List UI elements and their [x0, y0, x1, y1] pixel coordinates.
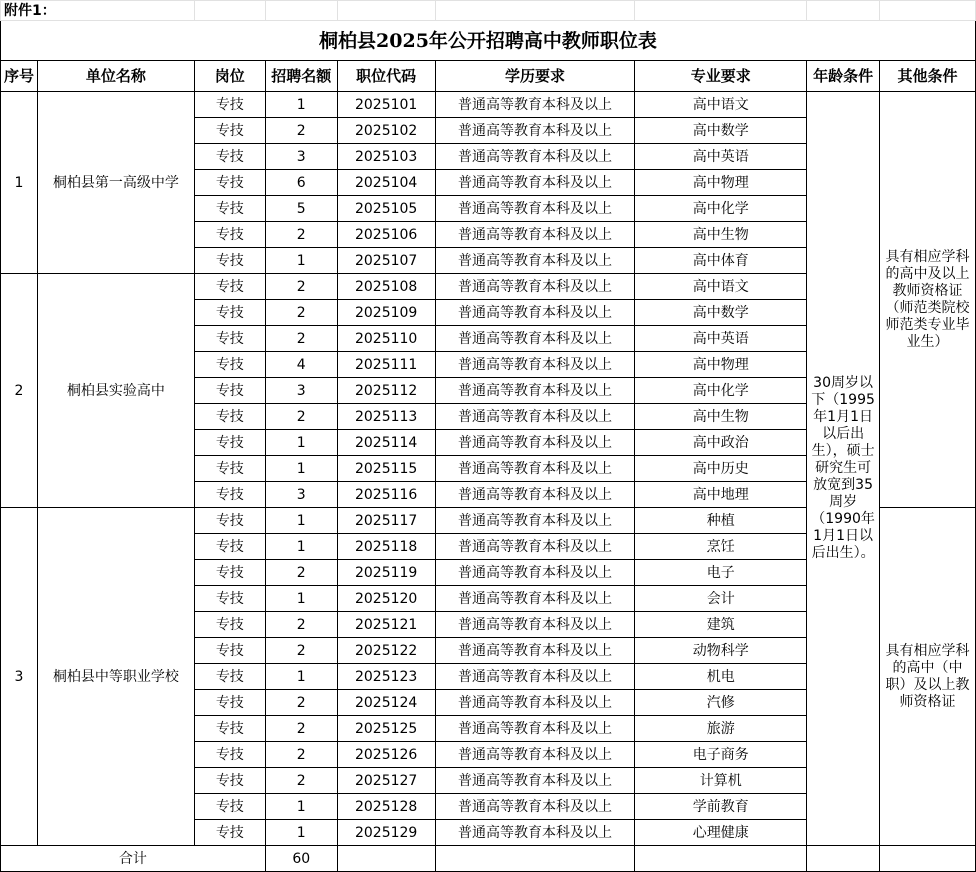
- education-cell: 普通高等教育本科及以上: [435, 612, 635, 638]
- column-header: 职位代码: [337, 61, 435, 92]
- major-cell: 汽修: [635, 690, 807, 716]
- major-cell: 高中英语: [635, 326, 807, 352]
- major-cell: 高中化学: [635, 196, 807, 222]
- education-cell: 普通高等教育本科及以上: [435, 742, 635, 768]
- column-header: 单位名称: [37, 61, 194, 92]
- empty-cell: [337, 846, 435, 872]
- code-cell: 2025121: [337, 612, 435, 638]
- count-cell: 2: [265, 742, 337, 768]
- unit-number: 3: [1, 508, 38, 846]
- education-cell: 普通高等教育本科及以上: [435, 560, 635, 586]
- post-cell: 专技: [194, 508, 265, 534]
- count-cell: 2: [265, 638, 337, 664]
- column-header: 岗位: [194, 61, 265, 92]
- post-cell: 专技: [194, 612, 265, 638]
- empty-cell: [807, 1, 880, 21]
- unit-name: 桐柏县第一高级中学: [37, 92, 194, 274]
- education-cell: 普通高等教育本科及以上: [435, 456, 635, 482]
- post-cell: 专技: [194, 118, 265, 144]
- page-title: 桐柏县2025年公开招聘高中教师职位表: [1, 21, 976, 61]
- major-cell: 高中数学: [635, 300, 807, 326]
- education-cell: 普通高等教育本科及以上: [435, 690, 635, 716]
- table-row: [1, 92, 976, 118]
- empty-cell: [635, 1, 807, 21]
- column-header: 年龄条件: [807, 61, 880, 92]
- post-cell: 专技: [194, 638, 265, 664]
- major-cell: 高中体育: [635, 248, 807, 274]
- major-cell: 高中语文: [635, 274, 807, 300]
- education-cell: 普通高等教育本科及以上: [435, 820, 635, 846]
- unit-number: 2: [1, 274, 38, 508]
- education-cell: 普通高等教育本科及以上: [435, 664, 635, 690]
- count-cell: 1: [265, 534, 337, 560]
- count-cell: 1: [265, 248, 337, 274]
- major-cell: 旅游: [635, 716, 807, 742]
- major-cell: 高中物理: [635, 170, 807, 196]
- education-cell: 普通高等教育本科及以上: [435, 352, 635, 378]
- column-header: 序号: [1, 61, 38, 92]
- post-cell: 专技: [194, 144, 265, 170]
- major-cell: 会计: [635, 586, 807, 612]
- education-cell: 普通高等教育本科及以上: [435, 404, 635, 430]
- major-cell: 机电: [635, 664, 807, 690]
- code-cell: 2025119: [337, 560, 435, 586]
- empty-cell: [337, 1, 435, 21]
- major-cell: 高中物理: [635, 352, 807, 378]
- count-cell: 3: [265, 482, 337, 508]
- count-cell: 3: [265, 144, 337, 170]
- code-cell: 2025125: [337, 716, 435, 742]
- unit-number: 1: [1, 92, 38, 274]
- code-cell: 2025122: [337, 638, 435, 664]
- code-cell: 2025129: [337, 820, 435, 846]
- education-cell: 普通高等教育本科及以上: [435, 508, 635, 534]
- education-cell: 普通高等教育本科及以上: [435, 768, 635, 794]
- post-cell: 专技: [194, 222, 265, 248]
- count-cell: 1: [265, 508, 337, 534]
- code-cell: 2025113: [337, 404, 435, 430]
- count-cell: 4: [265, 352, 337, 378]
- education-cell: 普通高等教育本科及以上: [435, 326, 635, 352]
- code-cell: 2025105: [337, 196, 435, 222]
- post-cell: 专技: [194, 326, 265, 352]
- empty-cell: [880, 846, 976, 872]
- code-cell: 2025102: [337, 118, 435, 144]
- education-cell: 普通高等教育本科及以上: [435, 534, 635, 560]
- count-cell: 1: [265, 456, 337, 482]
- post-cell: 专技: [194, 534, 265, 560]
- attachment-row: [1, 1, 976, 21]
- count-cell: 2: [265, 716, 337, 742]
- count-cell: 3: [265, 378, 337, 404]
- title-row: [1, 21, 976, 61]
- count-cell: 1: [265, 92, 337, 118]
- major-cell: 学前教育: [635, 794, 807, 820]
- count-cell: 2: [265, 690, 337, 716]
- post-cell: 专技: [194, 664, 265, 690]
- post-cell: 专技: [194, 274, 265, 300]
- code-cell: 2025108: [337, 274, 435, 300]
- count-cell: 1: [265, 794, 337, 820]
- post-cell: 专技: [194, 742, 265, 768]
- unit-name: 桐柏县实验高中: [37, 274, 194, 508]
- code-cell: 2025109: [337, 300, 435, 326]
- code-cell: 2025111: [337, 352, 435, 378]
- major-cell: 高中地理: [635, 482, 807, 508]
- major-cell: 动物科学: [635, 638, 807, 664]
- post-cell: 专技: [194, 300, 265, 326]
- post-cell: 专技: [194, 404, 265, 430]
- count-cell: 6: [265, 170, 337, 196]
- major-cell: 高中生物: [635, 222, 807, 248]
- major-cell: 高中政治: [635, 430, 807, 456]
- education-cell: 普通高等教育本科及以上: [435, 716, 635, 742]
- education-cell: 普通高等教育本科及以上: [435, 196, 635, 222]
- post-cell: 专技: [194, 430, 265, 456]
- major-cell: 计算机: [635, 768, 807, 794]
- code-cell: 2025103: [337, 144, 435, 170]
- code-cell: 2025126: [337, 742, 435, 768]
- education-cell: 普通高等教育本科及以上: [435, 170, 635, 196]
- count-cell: 2: [265, 222, 337, 248]
- count-cell: 2: [265, 118, 337, 144]
- count-cell: 1: [265, 820, 337, 846]
- education-cell: 普通高等教育本科及以上: [435, 222, 635, 248]
- education-cell: 普通高等教育本科及以上: [435, 248, 635, 274]
- code-cell: 2025115: [337, 456, 435, 482]
- major-cell: 高中生物: [635, 404, 807, 430]
- major-cell: 种植: [635, 508, 807, 534]
- major-cell: 建筑: [635, 612, 807, 638]
- education-cell: 普通高等教育本科及以上: [435, 586, 635, 612]
- count-cell: 2: [265, 404, 337, 430]
- count-cell: 2: [265, 560, 337, 586]
- major-cell: 电子商务: [635, 742, 807, 768]
- major-cell: 心理健康: [635, 820, 807, 846]
- post-cell: 专技: [194, 92, 265, 118]
- column-header: 其他条件: [880, 61, 976, 92]
- empty-cell: [265, 1, 337, 21]
- total-label: 合计: [1, 846, 266, 872]
- education-cell: 普通高等教育本科及以上: [435, 92, 635, 118]
- post-cell: 专技: [194, 586, 265, 612]
- code-cell: 2025101: [337, 92, 435, 118]
- total-row: [1, 846, 976, 872]
- count-cell: 2: [265, 326, 337, 352]
- post-cell: 专技: [194, 794, 265, 820]
- post-cell: 专技: [194, 378, 265, 404]
- empty-cell: [635, 846, 807, 872]
- count-cell: 1: [265, 430, 337, 456]
- count-cell: 2: [265, 274, 337, 300]
- post-cell: 专技: [194, 170, 265, 196]
- post-cell: 专技: [194, 560, 265, 586]
- unit-name: 桐柏县中等职业学校: [37, 508, 194, 846]
- count-cell: 1: [265, 586, 337, 612]
- other-condition: 具有相应学科的高中及以上教师资格证（师范类院校师范类专业毕业生）: [880, 92, 976, 508]
- education-cell: 普通高等教育本科及以上: [435, 118, 635, 144]
- post-cell: 专技: [194, 690, 265, 716]
- header-row: [1, 61, 976, 92]
- code-cell: 2025117: [337, 508, 435, 534]
- code-cell: 2025106: [337, 222, 435, 248]
- major-cell: 烹饪: [635, 534, 807, 560]
- code-cell: 2025120: [337, 586, 435, 612]
- education-cell: 普通高等教育本科及以上: [435, 144, 635, 170]
- code-cell: 2025114: [337, 430, 435, 456]
- education-cell: 普通高等教育本科及以上: [435, 482, 635, 508]
- code-cell: 2025123: [337, 664, 435, 690]
- empty-cell: [435, 846, 635, 872]
- code-cell: 2025107: [337, 248, 435, 274]
- major-cell: 高中数学: [635, 118, 807, 144]
- post-cell: 专技: [194, 716, 265, 742]
- attachment-label: 附件1：: [1, 1, 195, 21]
- column-header: 招聘名额: [265, 61, 337, 92]
- education-cell: 普通高等教育本科及以上: [435, 430, 635, 456]
- total-count: 60: [265, 846, 337, 872]
- education-cell: 普通高等教育本科及以上: [435, 378, 635, 404]
- major-cell: 高中语文: [635, 92, 807, 118]
- code-cell: 2025116: [337, 482, 435, 508]
- count-cell: 1: [265, 664, 337, 690]
- major-cell: 高中化学: [635, 378, 807, 404]
- post-cell: 专技: [194, 482, 265, 508]
- post-cell: 专技: [194, 768, 265, 794]
- other-condition: 具有相应学科的高中（中职）及以上教师资格证: [880, 508, 976, 846]
- major-cell: 高中历史: [635, 456, 807, 482]
- major-cell: 高中英语: [635, 144, 807, 170]
- age-condition: 30周岁以下（1995年1月1日以后出生），硕士研究生可放宽到35周岁（1990年1月1日以后出生）。: [807, 92, 880, 846]
- major-cell: 电子: [635, 560, 807, 586]
- count-cell: 2: [265, 300, 337, 326]
- code-cell: 2025127: [337, 768, 435, 794]
- empty-cell: [880, 1, 976, 21]
- count-cell: 2: [265, 768, 337, 794]
- count-cell: 5: [265, 196, 337, 222]
- code-cell: 2025110: [337, 326, 435, 352]
- column-header: 学历要求: [435, 61, 635, 92]
- code-cell: 2025118: [337, 534, 435, 560]
- code-cell: 2025128: [337, 794, 435, 820]
- education-cell: 普通高等教育本科及以上: [435, 794, 635, 820]
- empty-cell: [435, 1, 635, 21]
- count-cell: 2: [265, 612, 337, 638]
- code-cell: 2025104: [337, 170, 435, 196]
- post-cell: 专技: [194, 820, 265, 846]
- post-cell: 专技: [194, 248, 265, 274]
- code-cell: 2025124: [337, 690, 435, 716]
- education-cell: 普通高等教育本科及以上: [435, 300, 635, 326]
- empty-cell: [194, 1, 265, 21]
- education-cell: 普通高等教育本科及以上: [435, 638, 635, 664]
- empty-cell: [807, 846, 880, 872]
- column-header: 专业要求: [635, 61, 807, 92]
- code-cell: 2025112: [337, 378, 435, 404]
- education-cell: 普通高等教育本科及以上: [435, 274, 635, 300]
- post-cell: 专技: [194, 196, 265, 222]
- post-cell: 专技: [194, 352, 265, 378]
- post-cell: 专技: [194, 456, 265, 482]
